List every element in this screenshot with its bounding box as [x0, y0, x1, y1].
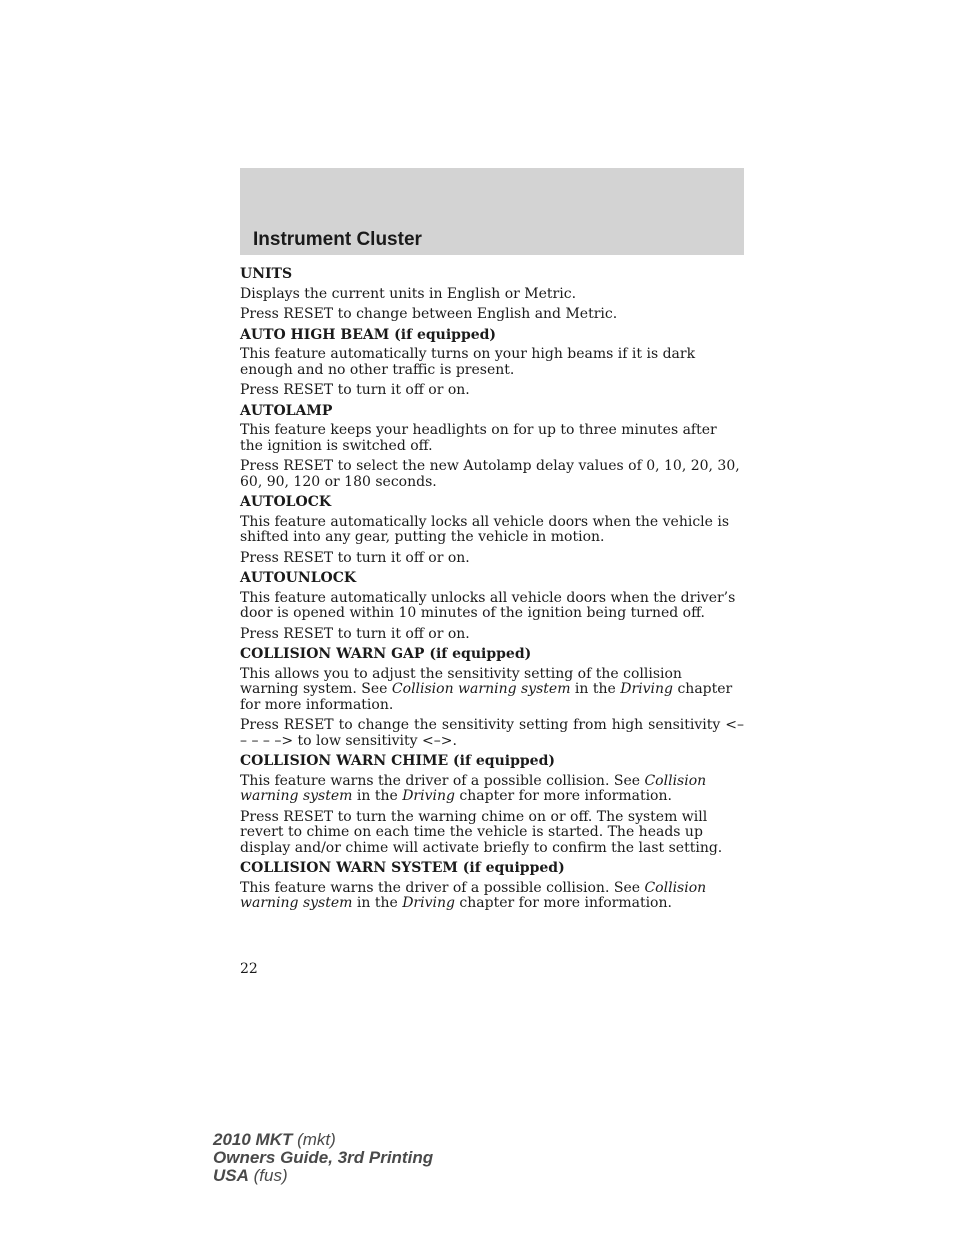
section-autolamp — [240, 404, 744, 491]
paragraph: Press RESET to change the sensitivity setting from high sensitivity <– – – – –> to low sensitivity <–>. — [240, 717, 744, 749]
paragraph: Press RESET to turn it off or on. — [240, 625, 470, 642]
section-heading: COLLISION WARN SYSTEM (if equipped) — [240, 860, 565, 876]
section-collision-warn-gap — [240, 647, 744, 749]
paragraph: Press RESET to turn the warning chime on or off. The system will revert to chime on each time the vehicle is started. The heads up display and/or chime will activate briefly to confirm the last setting. — [240, 808, 723, 856]
paragraph: Displays the current units in English or Metric. — [240, 285, 577, 302]
section-heading: AUTOLOCK — [240, 494, 332, 510]
paragraph: This feature automatically locks all vehicle doors when the vehicle is shifted into any gear, putting the vehicle in motion. — [240, 513, 730, 545]
section-autounlock — [240, 571, 744, 642]
footer-model: 2010 MKT — [213, 1130, 293, 1149]
footer-model-code: (mkt) — [292, 1130, 336, 1149]
footer-line-guide: Owners Guide, 3rd Printing — [213, 1148, 434, 1167]
section-heading: COLLISION WARN CHIME (if equipped) — [240, 753, 555, 769]
paragraph — [240, 774, 744, 805]
cross-reference: Collision warning system — [391, 681, 571, 697]
page-number: 22 — [240, 961, 258, 977]
section-units — [240, 267, 744, 323]
footer-line-region — [213, 1167, 433, 1185]
cross-reference: Collision warning system — [240, 772, 707, 804]
text: This feature warns the driver of a possible collision. See — [240, 772, 645, 789]
paragraph — [240, 667, 744, 714]
section-autolock — [240, 495, 744, 566]
section-collision-warn-chime — [240, 754, 744, 856]
text: chapter for more information. — [454, 895, 672, 911]
paragraph: This feature automatically unlocks all vehicle doors when the driver’s door is opened within 10 minutes of the ignition being turned off. — [240, 589, 736, 621]
section-heading: AUTO HIGH BEAM (if equipped) — [240, 326, 497, 343]
section-header-band — [240, 168, 744, 255]
section-heading: AUTOUNLOCK — [240, 570, 357, 586]
chapter-reference: Driving — [402, 788, 455, 804]
text: This feature warns the driver of a possible collision. See — [240, 879, 645, 896]
paragraph: Press RESET to select the new Autolamp delay values of 0, 10, 20, 30, 60, 90, 120 or 180 seconds. — [240, 458, 740, 490]
section-heading: UNITS — [240, 266, 293, 282]
text: This allows you to adjust the sensitivity setting of the collision warning system. See — [240, 665, 682, 697]
text: chapter for more information. — [454, 788, 672, 804]
text: in the — [352, 895, 403, 911]
section-title: Instrument Cluster — [253, 229, 422, 250]
paragraph: This feature keeps your headlights on for up to three minutes after the ignition is switched off. — [240, 422, 717, 454]
document-footer — [213, 1131, 433, 1185]
section-heading: COLLISION WARN GAP (if equipped) — [240, 646, 532, 662]
text: in the — [570, 681, 621, 697]
section-heading: AUTOLAMP — [240, 402, 333, 419]
cross-reference: Collision warning system — [240, 879, 707, 911]
chapter-reference: Driving — [402, 895, 455, 911]
page-content — [240, 267, 744, 917]
footer-region-code: (fus) — [248, 1166, 288, 1185]
chapter-reference: Driving — [620, 681, 674, 697]
paragraph: This feature automatically turns on your high beams if it is dark enough and no other traffic is present. — [240, 346, 696, 378]
text: in the — [352, 788, 403, 804]
section-collision-warn-system — [240, 861, 744, 912]
paragraph: Press RESET to turn it off or on. — [240, 549, 470, 566]
footer-line-model — [213, 1131, 433, 1149]
text: chapter for more information. — [240, 681, 733, 713]
footer-region: USA — [213, 1166, 249, 1185]
paragraph: Press RESET to turn it off or on. — [240, 382, 470, 398]
paragraph — [240, 881, 744, 912]
paragraph: Press RESET to change between English and Metric. — [240, 306, 618, 322]
section-auto-high-beam — [240, 328, 744, 399]
